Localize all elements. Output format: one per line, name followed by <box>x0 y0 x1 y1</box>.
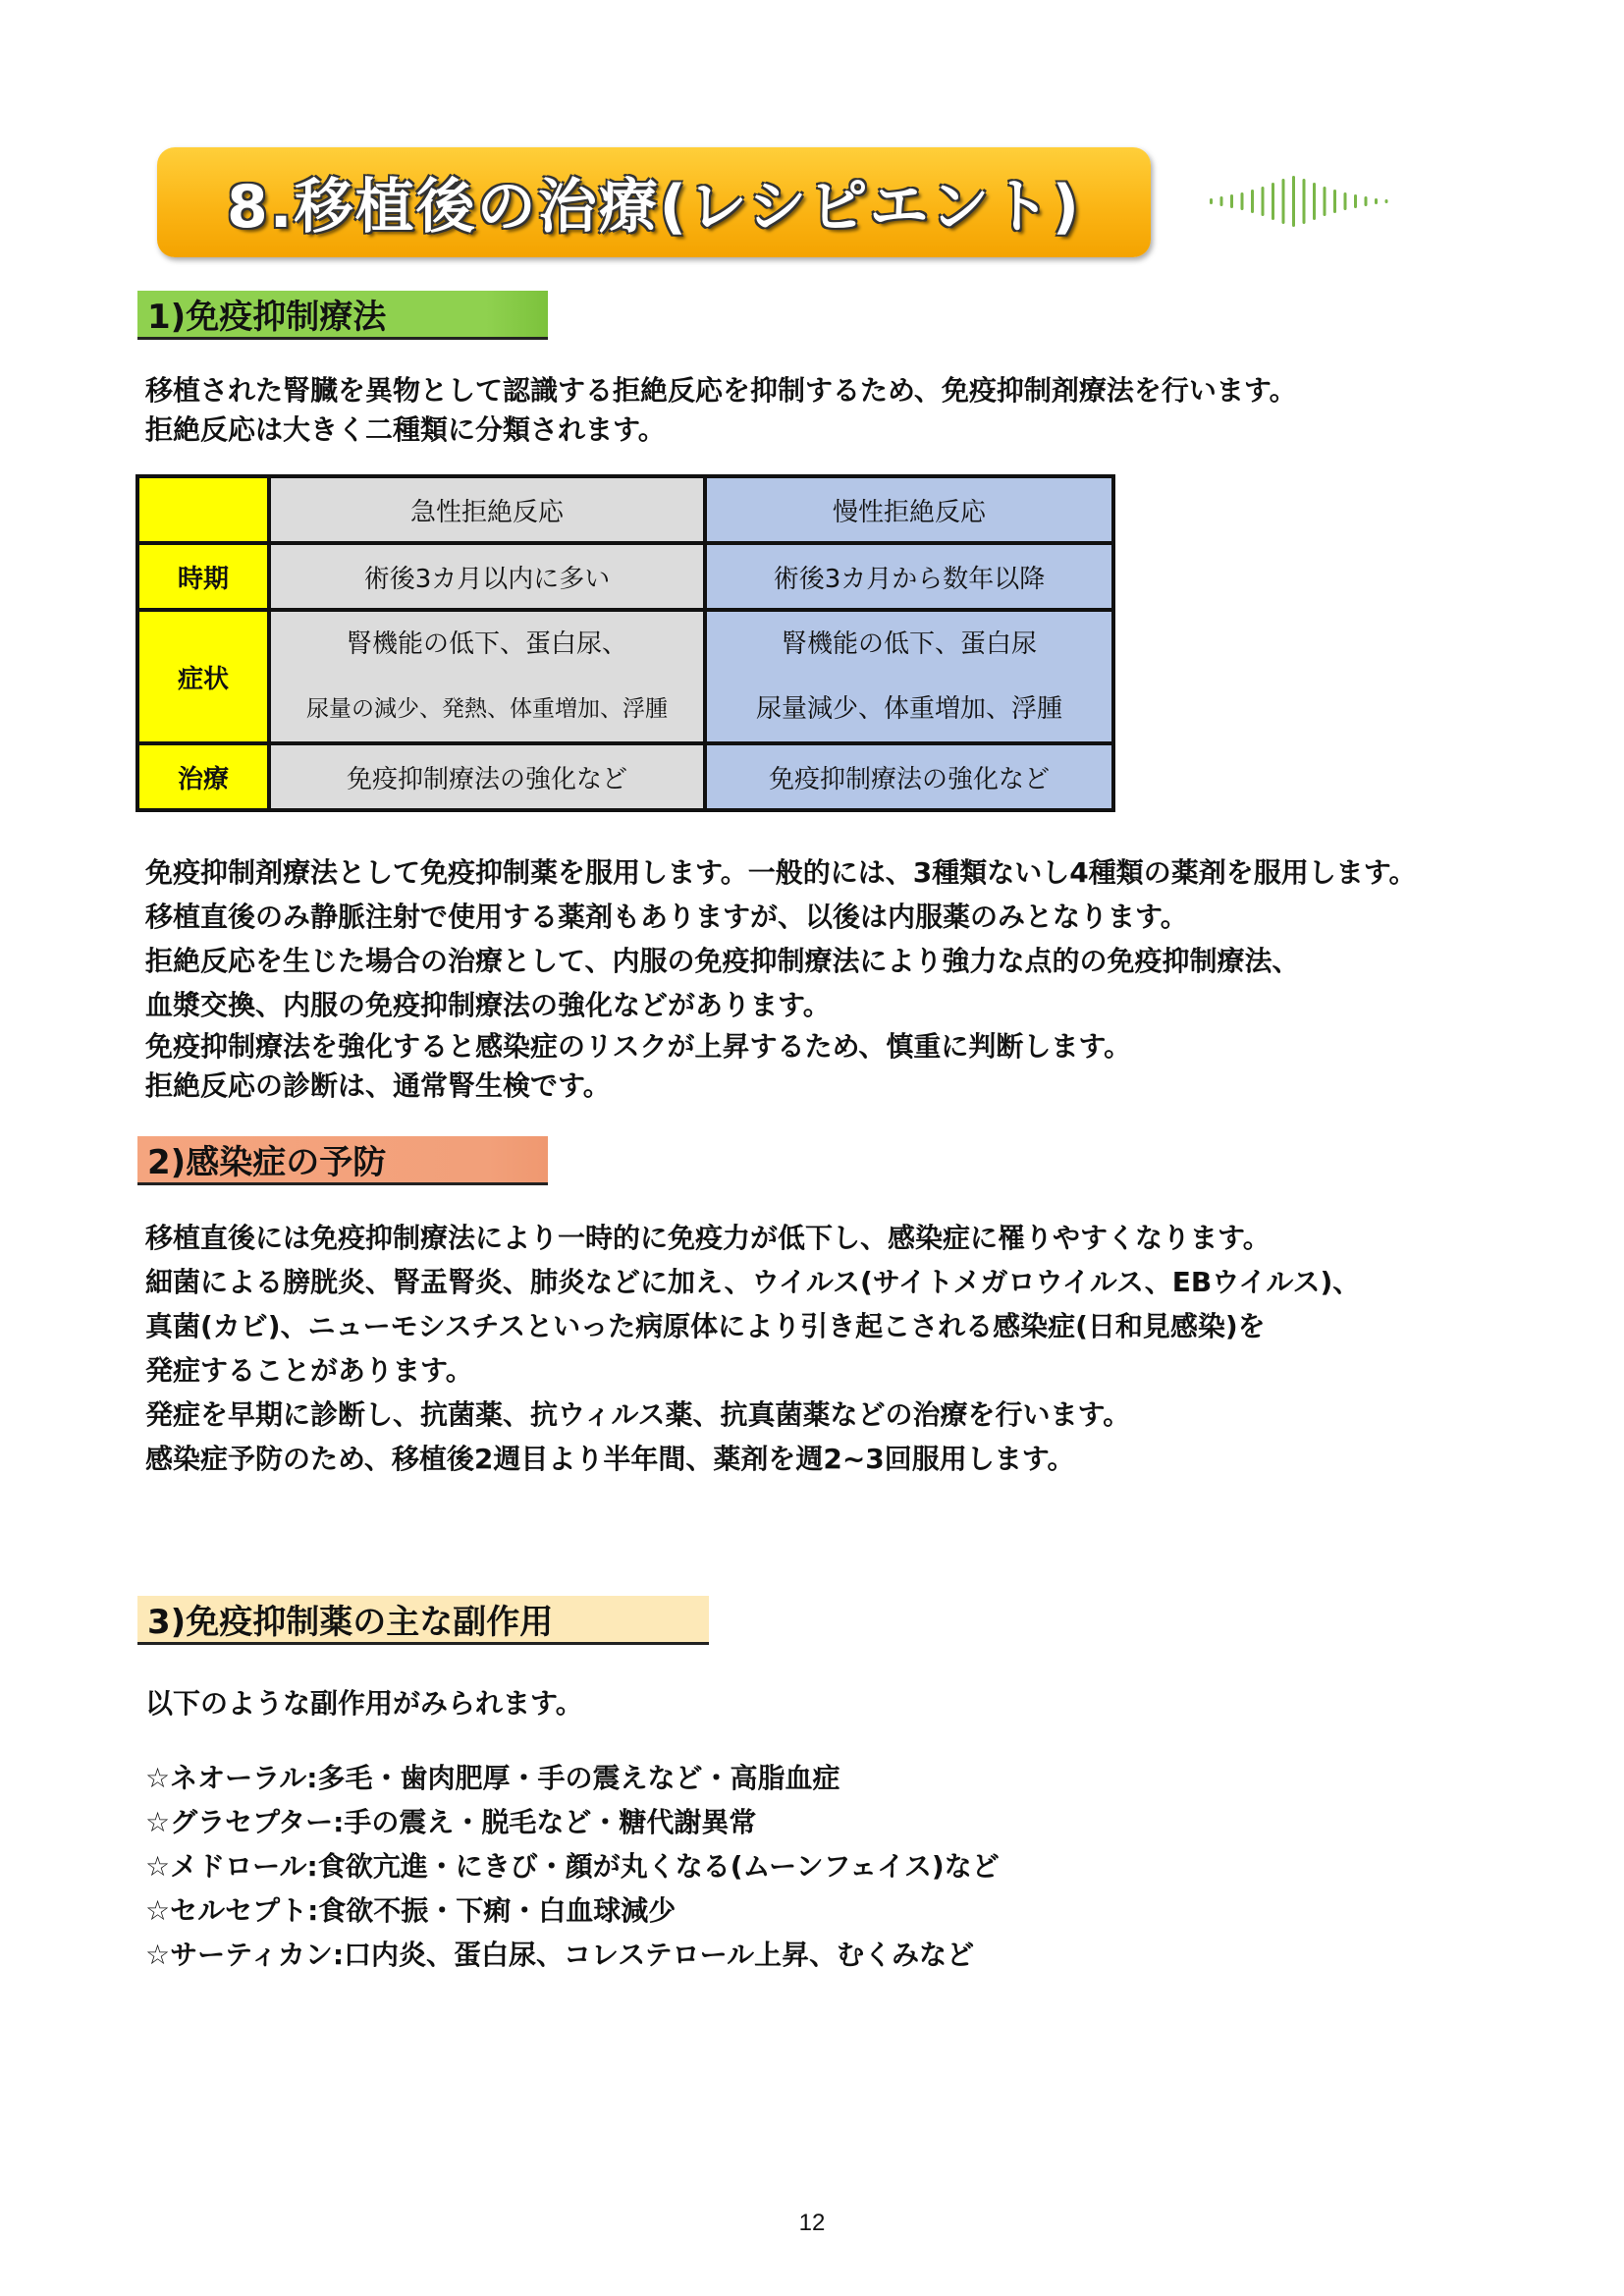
table-row <box>137 743 1113 810</box>
row-label-treatment: 治療 <box>137 743 269 810</box>
cell-acute-timing: 術後3カ月以内に多い <box>269 543 705 610</box>
text-line: 感染症予防のため、移植後2週目より半年間、薬剤を週2~3回服用します。 <box>145 1443 1075 1475</box>
wave-bar <box>1354 194 1357 208</box>
text-line: 拒絶反応を生じた場合の治療として、内服の免疫抑制療法により強力な点的の免疫抑制療法、 <box>145 945 1300 977</box>
wave-bar <box>1241 192 1244 210</box>
section1-body <box>145 850 1417 1106</box>
list-item: ☆グラセプター:手の震え・脱毛など・糖代謝異常 <box>145 1806 757 1838</box>
symptom-line: 尿量減少、体重増加、浮腫 <box>755 694 1062 724</box>
list-item: ☆サーティカン:口内炎、蛋白尿、コレステロール上昇、むくみなど <box>145 1939 975 1971</box>
table-corner-cell <box>137 476 269 543</box>
rejection-table <box>135 474 1115 812</box>
wave-bar <box>1220 196 1223 206</box>
text-line: 免疫抑制療法を強化すると感染症のリスクが上昇するため、慎重に判断します。 <box>145 1030 1132 1063</box>
symptom-line: 尿量の減少、発熱、体重増加、浮腫 <box>306 696 668 722</box>
section2-body <box>145 1216 1360 1481</box>
cell-acute-treatment: 免疫抑制療法の強化など <box>269 743 705 810</box>
wave-bar <box>1292 176 1295 227</box>
list-item: ☆ネオーラル:多毛・歯肉肥厚・手の震えなど・高脂血症 <box>145 1762 840 1794</box>
wave-bar <box>1344 192 1347 210</box>
text-line: 拒絶反応の診断は、通常腎生検です。 <box>145 1069 611 1102</box>
table-row <box>137 610 1113 743</box>
page-number: 12 <box>798 2210 826 2236</box>
wave-bar <box>1272 183 1274 220</box>
text-line: 免疫抑制剤療法として免疫抑制薬を服用します。一般的には、3種類ないし4種類の薬剤を服用します。 <box>145 856 1417 889</box>
text-line: 移植直後には免疫抑制療法により一時的に免疫力が低下し、感染症に罹りやすくなります。 <box>145 1222 1271 1254</box>
text-line: 発症することがあります。 <box>145 1354 473 1387</box>
wave-bar <box>1365 196 1368 206</box>
wave-bar <box>1282 179 1285 224</box>
text-line: 発症を早期に診断し、抗菌薬、抗ウィルス薬、抗真菌薬などの治療を行います。 <box>145 1398 1131 1431</box>
symptom-line: 腎機能の低下、蛋白尿 <box>781 629 1037 659</box>
title-banner <box>157 147 1151 257</box>
wave-bar <box>1303 179 1306 224</box>
cell-chronic-symptoms <box>705 610 1113 743</box>
text-line: 移植された腎臓を異物として認識する拒絶反応を抑制するため、免疫抑制剤療法を行います。 <box>145 374 1297 407</box>
wave-bar <box>1230 194 1233 208</box>
cell-chronic-treatment: 免疫抑制療法の強化など <box>705 743 1113 810</box>
wave-bar <box>1333 190 1336 213</box>
wave-bar <box>1385 199 1388 203</box>
symptom-line: 腎機能の低下、蛋白尿、 <box>346 629 627 659</box>
text-line: 拒絶反応は大きく二種類に分類されます。 <box>145 413 666 446</box>
wave-bar <box>1313 183 1316 220</box>
sound-wave-icon <box>1206 172 1402 231</box>
header-acute-rejection: 急性拒絶反応 <box>269 476 705 543</box>
section3-intro: 以下のような副作用がみられます。 <box>145 1687 583 1720</box>
wave-bar <box>1251 190 1254 213</box>
wave-bar <box>1375 198 1378 204</box>
table-row <box>137 543 1113 610</box>
text-line: 移植直後のみ静脈注射で使用する薬剤もありますが、以後は内服薬のみとなります。 <box>145 901 1188 933</box>
row-label-symptoms: 症状 <box>137 610 269 743</box>
header-chronic-rejection: 慢性拒絶反応 <box>705 476 1113 543</box>
row-label-timing: 時期 <box>137 543 269 610</box>
table-header-row <box>137 476 1113 543</box>
wave-bar <box>1262 187 1265 216</box>
wave-bar <box>1210 198 1213 204</box>
wave-bar <box>1324 187 1326 216</box>
list-item: ☆セルセプト:食欲不振・下痢・白血球減少 <box>145 1894 677 1927</box>
text-line: 血漿交換、内服の免疫抑制療法の強化などがあります。 <box>145 989 831 1021</box>
text-line: 細菌による膀胱炎、腎盂腎炎、肺炎などに加え、ウイルス(サイトメガロウイルス、EBウイルス)、 <box>145 1266 1361 1298</box>
text-line: 真菌(カビ)、ニューモシスチスといった病原体により引き起こされる感染症(日和見感染)を <box>145 1310 1266 1342</box>
section1-intro <box>145 371 1297 450</box>
side-effects-list <box>145 1756 1000 1977</box>
section-heading-immunosuppression: 1)免疫抑制療法 <box>137 291 548 340</box>
list-item: ☆メドロール:食欲亢進・にきび・顔が丸くなる(ムーンフェイス)など <box>145 1850 1000 1883</box>
section-heading-side-effects: 3)免疫抑制薬の主な副作用 <box>137 1596 709 1645</box>
section-heading-infection-prevention: 2)感染症の予防 <box>137 1136 548 1185</box>
page-title: 8.移植後の治療(レシピエント) <box>227 173 1081 242</box>
cell-chronic-timing: 術後3カ月から数年以降 <box>705 543 1113 610</box>
cell-acute-symptoms <box>269 610 705 743</box>
